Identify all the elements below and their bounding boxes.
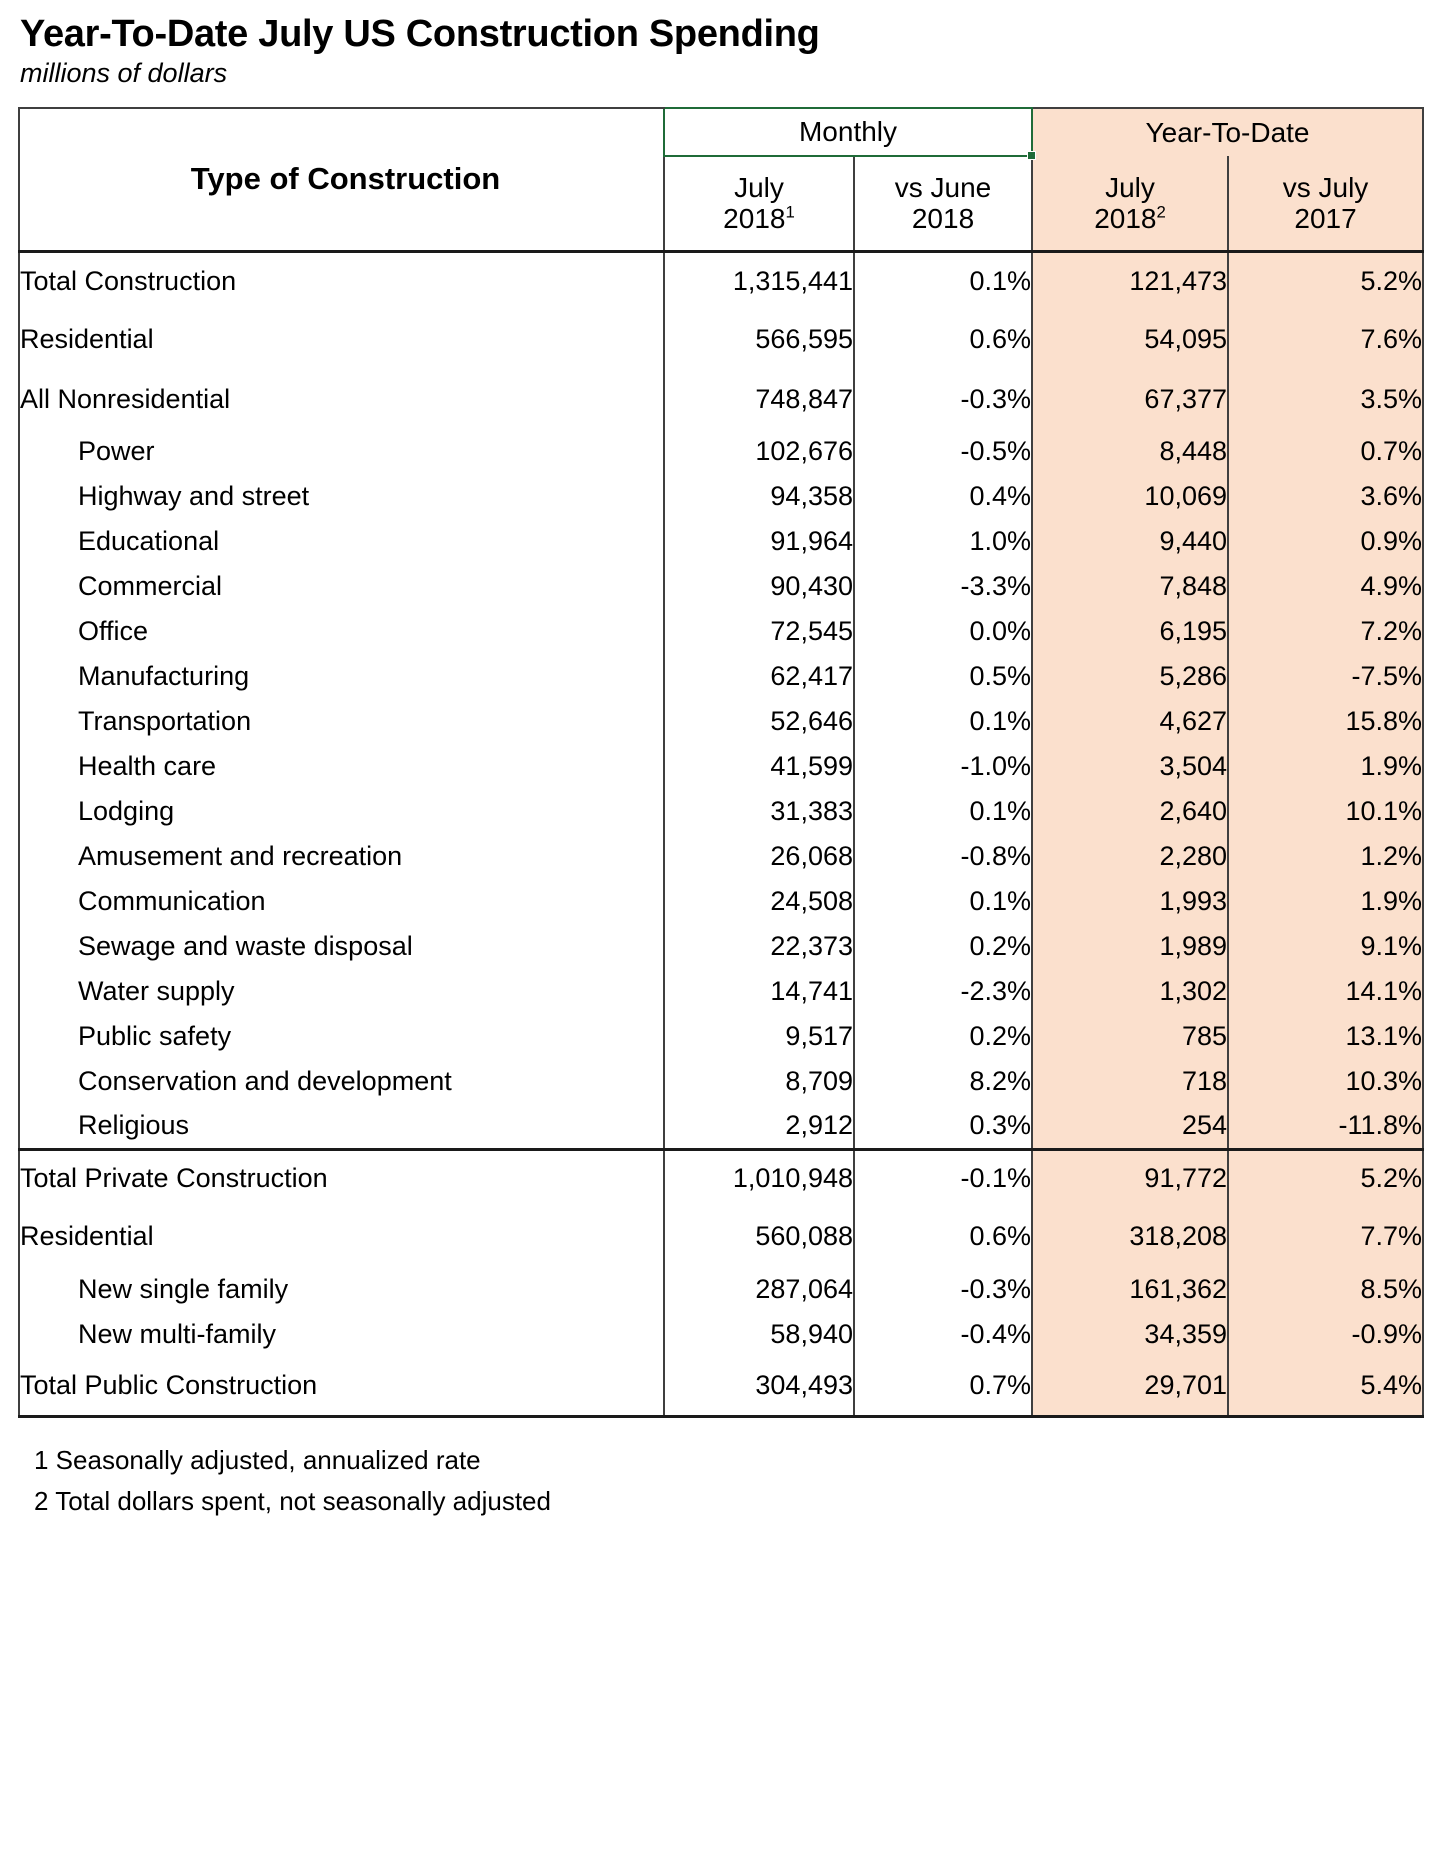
header-ytd-july-2018 — [1032, 156, 1228, 252]
cell-vs-june: 0.1% — [854, 879, 1032, 924]
cell-monthly-july: 62,417 — [664, 654, 854, 699]
header-ytd-vs-july-line1: vs July — [1282, 171, 1369, 203]
table-row — [19, 1014, 1423, 1059]
row-label: Residential — [19, 1207, 664, 1267]
cell-ytd-july: 254 — [1032, 1104, 1228, 1149]
cell-vs-july: 15.8% — [1228, 699, 1423, 744]
cell-monthly-july: 560,088 — [664, 1207, 854, 1267]
table-row — [19, 1151, 1423, 1207]
cell-ytd-july: 2,640 — [1032, 789, 1228, 834]
cell-ytd-july: 67,377 — [1032, 369, 1228, 429]
table-row — [19, 744, 1423, 789]
cell-vs-june: 0.1% — [854, 789, 1032, 834]
cell-vs-june: 8.2% — [854, 1059, 1032, 1104]
table-header — [19, 108, 1423, 252]
cell-vs-july: 5.2% — [1228, 1151, 1423, 1207]
table-row — [19, 699, 1423, 744]
header-group-ytd — [1032, 108, 1423, 156]
cell-vs-july: -11.8% — [1228, 1104, 1423, 1149]
cell-vs-june: 0.2% — [854, 924, 1032, 969]
cell-ytd-july: 8,448 — [1032, 429, 1228, 474]
cell-vs-june: 1.0% — [854, 519, 1032, 564]
cell-ytd-july: 29,701 — [1032, 1357, 1228, 1417]
cell-vs-july: -7.5% — [1228, 654, 1423, 699]
cell-vs-july: 4.9% — [1228, 564, 1423, 609]
cell-monthly-july: 566,595 — [664, 309, 854, 369]
selection-handle-icon[interactable] — [1027, 151, 1036, 160]
cell-monthly-july: 287,064 — [664, 1267, 854, 1312]
cell-vs-june: 0.0% — [854, 609, 1032, 654]
table-row — [19, 369, 1423, 429]
cell-ytd-july: 3,504 — [1032, 744, 1228, 789]
cell-vs-june: -1.0% — [854, 744, 1032, 789]
cell-ytd-july: 718 — [1032, 1059, 1228, 1104]
cell-vs-june: 0.7% — [854, 1357, 1032, 1417]
cell-vs-july: 10.3% — [1228, 1059, 1423, 1104]
cell-monthly-july: 72,545 — [664, 609, 854, 654]
cell-vs-july: 3.5% — [1228, 369, 1423, 429]
footnotes — [34, 1440, 1422, 1521]
cell-monthly-july: 31,383 — [664, 789, 854, 834]
table-row — [19, 1312, 1423, 1357]
cell-vs-june: 0.2% — [854, 1014, 1032, 1059]
cell-monthly-july: 58,940 — [664, 1312, 854, 1357]
header-monthly-vs-june-line1: vs June — [894, 172, 992, 204]
table-row — [19, 654, 1423, 699]
cell-ytd-july: 4,627 — [1032, 699, 1228, 744]
header-monthly-july-line2: 2018$^1$ — [723, 203, 795, 235]
cell-vs-july: 14.1% — [1228, 969, 1423, 1014]
row-label: Religious — [19, 1104, 664, 1149]
cell-monthly-july: 304,493 — [664, 1357, 854, 1417]
page-subtitle: millions of dollars — [20, 58, 228, 89]
header-ytd-vs-july-2017 — [1228, 156, 1423, 252]
row-label: New single family — [19, 1267, 664, 1312]
page-title: Year-To-Date July US Construction Spending — [20, 13, 820, 55]
cell-monthly-july: 94,358 — [664, 474, 854, 519]
cell-ytd-july: 121,473 — [1032, 253, 1228, 309]
cell-monthly-july: 1,315,441 — [664, 253, 854, 309]
table-row — [19, 519, 1423, 564]
row-label: Power — [19, 429, 664, 474]
cell-monthly-july: 41,599 — [664, 744, 854, 789]
cell-vs-june: -0.5% — [854, 429, 1032, 474]
cell-vs-july: 0.7% — [1228, 429, 1423, 474]
cell-monthly-july: 22,373 — [664, 924, 854, 969]
header-ytd-july-line2: 2018$^2$ — [1094, 202, 1166, 234]
cell-vs-july: 9.1% — [1228, 924, 1423, 969]
cell-ytd-july: 7,848 — [1032, 564, 1228, 609]
cell-vs-june: 0.1% — [854, 699, 1032, 744]
cell-ytd-july: 5,286 — [1032, 654, 1228, 699]
cell-vs-july: 5.4% — [1228, 1357, 1423, 1417]
header-group-row — [19, 108, 1423, 156]
header-type-of-construction-label: Type of Construction — [190, 161, 501, 197]
table-row — [19, 879, 1423, 924]
cell-vs-july: 0.9% — [1228, 519, 1423, 564]
cell-vs-july: 1.2% — [1228, 834, 1423, 879]
footnote-ref-2: 2 — [1156, 202, 1166, 222]
row-label: All Nonresidential — [19, 369, 664, 429]
cell-ytd-july: 91,772 — [1032, 1151, 1228, 1207]
row-label: Conservation and development — [19, 1059, 664, 1104]
cell-vs-june: 0.3% — [854, 1104, 1032, 1149]
cell-monthly-july: 26,068 — [664, 834, 854, 879]
cell-vs-july: 1.9% — [1228, 744, 1423, 789]
cell-vs-july: 13.1% — [1228, 1014, 1423, 1059]
cell-monthly-july: 1,010,948 — [664, 1151, 854, 1207]
cell-vs-july: 7.2% — [1228, 609, 1423, 654]
cell-ytd-july: 161,362 — [1032, 1267, 1228, 1312]
row-label: Commercial — [19, 564, 664, 609]
construction-spending-table — [18, 107, 1424, 1419]
table-row — [19, 789, 1423, 834]
cell-vs-july: 5.2% — [1228, 253, 1423, 309]
header-group-ytd-label: Year-To-Date — [1145, 116, 1310, 148]
cell-ytd-july: 34,359 — [1032, 1312, 1228, 1357]
cell-monthly-july: 8,709 — [664, 1059, 854, 1104]
cell-ytd-july: 2,280 — [1032, 834, 1228, 879]
row-label: Public safety — [19, 1014, 664, 1059]
cell-monthly-july: 9,517 — [664, 1014, 854, 1059]
table-row — [19, 253, 1423, 309]
row-label: Total Public Construction — [19, 1357, 664, 1417]
cell-vs-june: -0.3% — [854, 1267, 1032, 1312]
header-group-monthly[interactable] — [664, 108, 1032, 156]
cell-vs-june: 0.1% — [854, 253, 1032, 309]
cell-ytd-july: 1,993 — [1032, 879, 1228, 924]
cell-vs-july: -0.9% — [1228, 1312, 1423, 1357]
cell-ytd-july: 54,095 — [1032, 309, 1228, 369]
footnote-ref-1: 1 — [785, 203, 795, 223]
header-ytd-vs-july-line2: 2017 — [1294, 202, 1357, 234]
cell-vs-july: 1.9% — [1228, 879, 1423, 924]
cell-monthly-july: 24,508 — [664, 879, 854, 924]
table-row — [19, 1059, 1423, 1104]
table-row — [19, 1207, 1423, 1267]
row-label: Communication — [19, 879, 664, 924]
row-label: Sewage and waste disposal — [19, 924, 664, 969]
cell-monthly-july: 14,741 — [664, 969, 854, 1014]
cell-ytd-july: 785 — [1032, 1014, 1228, 1059]
header-monthly-july-2018 — [664, 156, 854, 252]
footnote-2: 2 Total dollars spent, not seasonally adjusted — [34, 1485, 551, 1516]
row-label: Transportation — [19, 699, 664, 744]
cell-ytd-july: 9,440 — [1032, 519, 1228, 564]
cell-ytd-july: 318,208 — [1032, 1207, 1228, 1267]
header-type-of-construction — [19, 108, 664, 252]
row-label: Residential — [19, 309, 664, 369]
table-row — [19, 309, 1423, 369]
cell-vs-july: 3.6% — [1228, 474, 1423, 519]
header-monthly-vs-june-2018 — [854, 156, 1032, 252]
cell-vs-july: 8.5% — [1228, 1267, 1423, 1312]
table-row — [19, 1267, 1423, 1312]
cell-vs-june: -0.4% — [854, 1312, 1032, 1357]
table-row — [19, 834, 1423, 879]
row-label: Highway and street — [19, 474, 664, 519]
header-monthly-july-line1: July — [734, 172, 784, 204]
cell-monthly-july: 748,847 — [664, 369, 854, 429]
table-row — [19, 1104, 1423, 1149]
table-body — [19, 252, 1423, 1417]
cell-vs-june: -2.3% — [854, 969, 1032, 1014]
row-label: New multi-family — [19, 1312, 664, 1357]
cell-monthly-july: 2,912 — [664, 1104, 854, 1149]
table-row — [19, 1357, 1423, 1417]
row-label: Office — [19, 609, 664, 654]
row-label: Educational — [19, 519, 664, 564]
cell-vs-july: 7.7% — [1228, 1207, 1423, 1267]
cell-monthly-july: 91,964 — [664, 519, 854, 564]
row-label: Total Construction — [19, 253, 664, 309]
cell-ytd-july: 10,069 — [1032, 474, 1228, 519]
table-row — [19, 564, 1423, 609]
row-label: Health care — [19, 744, 664, 789]
header-monthly-vs-june-line2: 2018 — [911, 203, 975, 235]
cell-ytd-july: 1,989 — [1032, 924, 1228, 969]
header-group-monthly-label: Monthly — [798, 116, 898, 148]
cell-vs-june: 0.5% — [854, 654, 1032, 699]
header-ytd-july-line1: July — [1105, 171, 1155, 203]
row-label: Lodging — [19, 789, 664, 834]
cell-vs-june: 0.4% — [854, 474, 1032, 519]
table-row — [19, 429, 1423, 474]
cell-vs-july: 7.6% — [1228, 309, 1423, 369]
table-row — [19, 969, 1423, 1014]
cell-vs-june: 0.6% — [854, 1207, 1032, 1267]
footnote-1: 1 Seasonally adjusted, annualized rate — [34, 1445, 481, 1476]
row-label: Water supply — [19, 969, 664, 1014]
table-row — [19, 609, 1423, 654]
cell-ytd-july: 1,302 — [1032, 969, 1228, 1014]
row-label: Total Private Construction — [19, 1151, 664, 1207]
cell-vs-june: -0.3% — [854, 369, 1032, 429]
table-row — [19, 474, 1423, 519]
table-row — [19, 924, 1423, 969]
cell-vs-june: 0.6% — [854, 309, 1032, 369]
row-label: Manufacturing — [19, 654, 664, 699]
cell-monthly-july: 102,676 — [664, 429, 854, 474]
row-label: Amusement and recreation — [19, 834, 664, 879]
cell-vs-june: -0.8% — [854, 834, 1032, 879]
cell-vs-july: 10.1% — [1228, 789, 1423, 834]
cell-monthly-july: 52,646 — [664, 699, 854, 744]
cell-vs-june: -0.1% — [854, 1151, 1032, 1207]
cell-vs-june: -3.3% — [854, 564, 1032, 609]
cell-ytd-july: 6,195 — [1032, 609, 1228, 654]
cell-monthly-july: 90,430 — [664, 564, 854, 609]
